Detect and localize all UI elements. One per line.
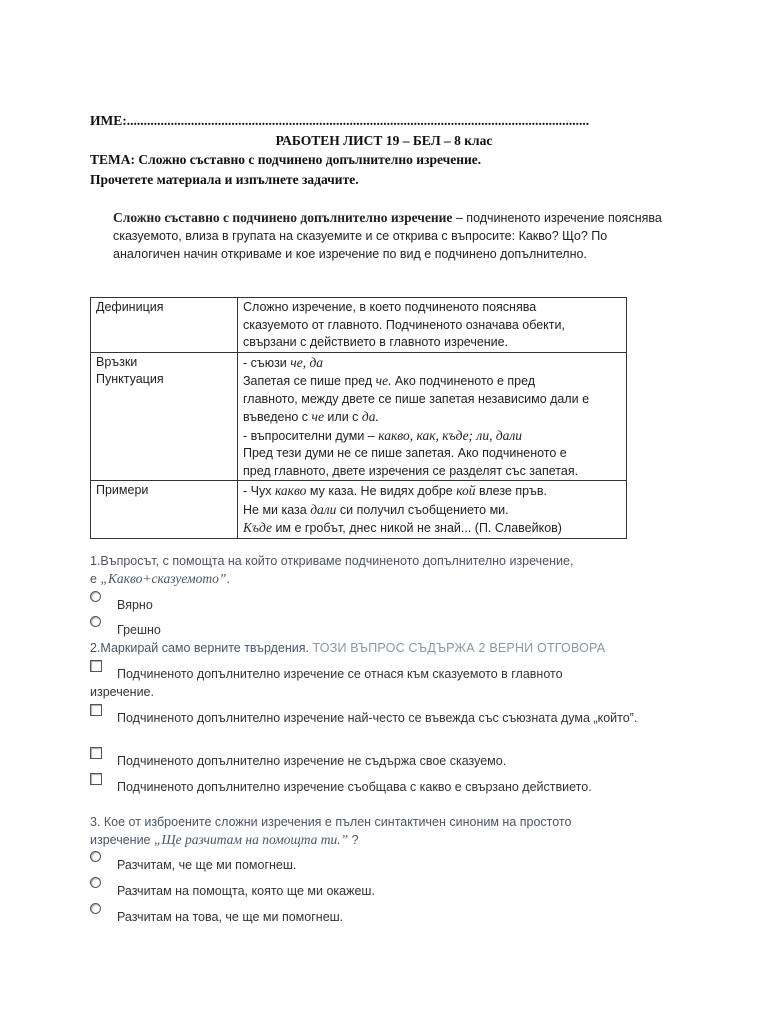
examples-label: Примери (91, 481, 238, 539)
question-2-text: 2.Маркирай само верните твърдения. (90, 641, 313, 655)
radio-button[interactable] (90, 616, 101, 627)
option-label: Подчиненото допълнително изречение съобщава с какво е свързано действието. (117, 780, 592, 794)
italic-run: че (311, 409, 324, 424)
option-label: Разчитам на това, че ще ми помогнеш. (117, 910, 344, 924)
option-label: Разчитам, че ще ми помогнеш. (117, 858, 297, 872)
text-run: - съюзи (243, 355, 291, 370)
text-run: ? (348, 833, 359, 847)
italic-run: „Ще разчитам на помощта ти.” (153, 832, 349, 847)
definition-line: Сложно изречение, в което подчиненото пояснява (243, 300, 537, 314)
example-line (243, 482, 622, 501)
topic-line: ТЕМА: Сложно съставно с подчинено допълнително изречение. (90, 152, 482, 167)
text-run: Ако подчиненото е пред (391, 374, 536, 388)
q2-option-4[interactable] (90, 778, 650, 796)
question-3-text-line2 (90, 831, 571, 849)
text-run: им е гробът, днес никой не знай... (П. Славейков) (271, 521, 562, 535)
italic-run: „Какво+сказуемото” (100, 571, 227, 586)
question-1-text-line2 (90, 570, 573, 588)
checkbox[interactable] (90, 660, 102, 672)
question-2-note: ТОЗИ ВЪПРОС СЪДЪРЖА 2 ВЕРНИ ОТГОВОРА (312, 641, 606, 655)
punctuation-label: Пунктуация (96, 372, 164, 386)
table-row-definition (91, 298, 627, 353)
radio-button[interactable] (90, 591, 101, 602)
italic-run: да. (361, 409, 379, 424)
worksheet-title: РАБОТЕН ЛИСТ 19 – БЕЛ – 8 клас (275, 133, 493, 148)
question-words-line (243, 427, 622, 446)
question-1-text: 1.Въпросът, с помощта на който откриваме подчиненото допълнително изречение, (90, 554, 574, 568)
italic-run: че, да (290, 354, 324, 370)
question-1 (90, 552, 573, 588)
text-run: влезе пръв. (475, 484, 547, 498)
comma-rule-line (243, 372, 622, 391)
definition-cell (238, 298, 627, 353)
text-run: - Чух (243, 484, 275, 498)
text-run: въведено с (243, 410, 312, 424)
example-line (243, 501, 622, 520)
option-label: Разчитам на помощта, която ще ми окажеш. (117, 884, 375, 898)
name-line: ИМЕ:......................................................................................................................................... (90, 113, 590, 128)
option-label: Подчиненото допълнително изречение най-често се въвежда със съюзната дума „който”. (117, 711, 638, 725)
intro-term: Сложно съставно с подчинено допълнително изречение (113, 210, 453, 225)
table-row-examples (91, 481, 627, 539)
comma-rule-line (243, 408, 622, 427)
q1-option-true[interactable] (90, 596, 650, 614)
option-label: Грешно (117, 623, 161, 637)
checkbox[interactable] (90, 773, 102, 785)
intro-text: – подчиненото изречение пояснява сказуемото, влиза в групата на сказуемите и се открива с въпросите: Какво? Що? По аналогичен начин откриваме и кое изречение по вид е подчинено допълнително. (113, 211, 662, 261)
text-run: - въпросителни думи – (243, 428, 379, 443)
text-run: си получил съобщението ми. (336, 502, 509, 517)
radio-button[interactable] (90, 877, 101, 888)
italic-run: че. (375, 373, 392, 388)
text-run: Запетая се пише пред (243, 374, 376, 388)
examples-cell (238, 481, 627, 539)
definition-table (90, 297, 627, 539)
option-label: Вярно (117, 598, 153, 612)
italic-run: дали (310, 501, 337, 517)
connections-cell (238, 352, 627, 481)
table-row-connections (91, 352, 627, 481)
text-run: . (226, 572, 230, 586)
connections-label: Връзки (96, 354, 138, 369)
q3-option-2[interactable] (90, 882, 650, 900)
q2-option-2[interactable] (90, 709, 645, 727)
example-line (243, 519, 622, 538)
definition-line: свързани с действието в главното изречение. (243, 335, 509, 349)
q3-option-1[interactable] (90, 856, 650, 874)
option-label: Подчиненото допълнително изречение не съдържа свое сказуемо. (117, 754, 507, 768)
definition-line: сказуемото от главното. Подчиненото означава обекти, (243, 317, 565, 332)
checkbox[interactable] (90, 704, 102, 716)
italic-run: какво (274, 483, 307, 498)
question-3 (90, 813, 571, 849)
italic-run: какво, как, къде; ли, дали (378, 427, 523, 443)
checkbox[interactable] (90, 747, 102, 759)
option-label: Подчиненото допълнително изречение се отнася към сказуемото в главното изречение. (90, 667, 563, 699)
question-2 (90, 639, 690, 657)
q1-option-false[interactable] (90, 621, 650, 639)
radio-button[interactable] (90, 903, 101, 914)
italic-run: Къде (243, 520, 272, 535)
comma-rule-line: главното, между двете се пише запетая независимо дали е (243, 391, 590, 406)
question-words-rule-line: пред главното, двете изречения се разделят със запетая. (243, 463, 579, 478)
instruction-line: Прочетете материала и изпълнете задачите. (90, 172, 359, 187)
italic-run: кой (456, 483, 476, 498)
question-words-rule-line: Пред тези думи не се пише запетая. Ако подчиненото е (243, 446, 567, 460)
connections-label-cell (91, 352, 238, 481)
text-run: му каза. Не видях добре (306, 484, 457, 498)
radio-button[interactable] (90, 851, 101, 862)
intro-paragraph (113, 209, 673, 263)
q3-option-3[interactable] (90, 908, 650, 926)
text-run: изречение (90, 833, 154, 847)
text-run: е (90, 572, 101, 586)
text-run: или с (323, 410, 362, 424)
q2-option-3[interactable] (90, 752, 650, 770)
q2-option-1[interactable] (90, 665, 625, 701)
definition-label: Дефиниция (91, 298, 238, 353)
question-3-text: 3. Кое от изброените сложни изречения е пълен синтактичен синоним на простото (90, 815, 572, 829)
conjunctions-line (243, 354, 622, 373)
text-run: Не ми каза (243, 502, 311, 517)
